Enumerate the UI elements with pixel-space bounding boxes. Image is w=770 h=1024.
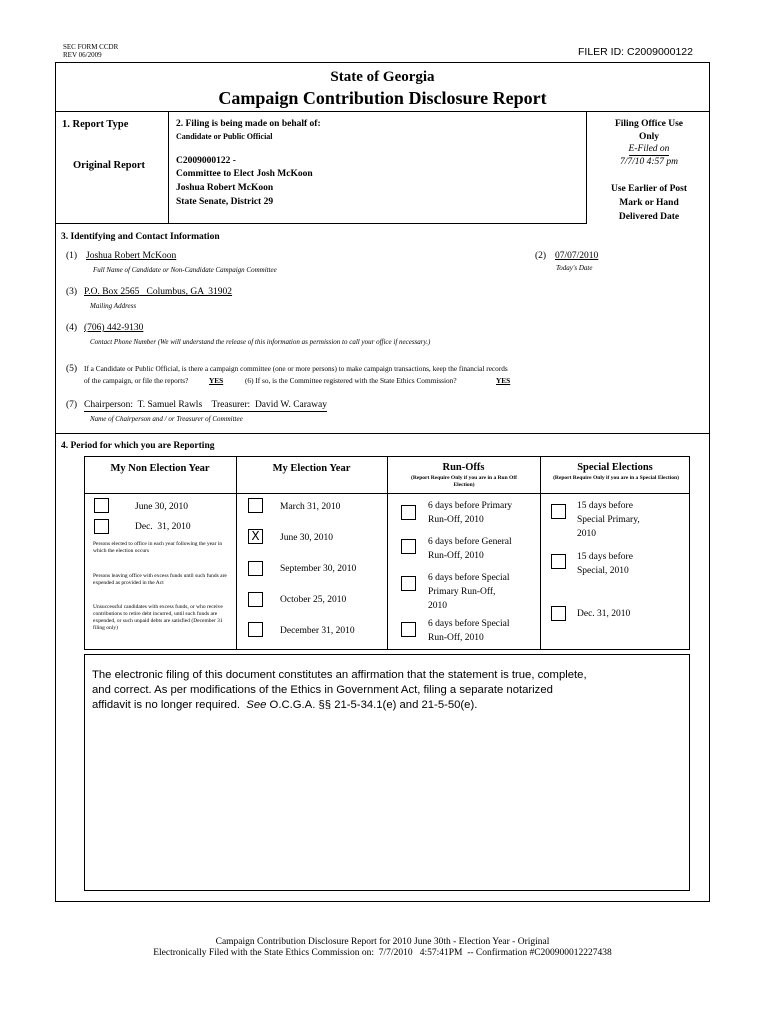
divider bbox=[55, 433, 710, 434]
election-june30-checkbox[interactable] bbox=[248, 529, 263, 544]
committee-name: Committee to Elect Josh McKoon bbox=[176, 169, 313, 179]
efiled-label: E-Filed on bbox=[628, 144, 670, 154]
affirmation-line-3: affidavit is no longer required. See O.C.G.A. §§ 21-5-34.1(e) and 21-5-50(e). bbox=[92, 699, 478, 711]
col-runoffs-note: (Report Require Only if you are in a Run Off Election) bbox=[411, 475, 517, 488]
runoff-special-label-1: 6 days before Special bbox=[428, 619, 510, 629]
phone-number-label: (4) bbox=[66, 323, 78, 333]
runoff-special-primary-label-3: 2010 bbox=[428, 601, 447, 611]
name-caption: Full Name of Candidate or Non-Candidate Campaign Committee bbox=[93, 266, 277, 274]
runoff-general-checkbox[interactable] bbox=[401, 539, 416, 554]
special-dec31-label: Dec. 31, 2010 bbox=[577, 609, 631, 619]
runoff-special-primary-label-2: Primary Run-Off, bbox=[428, 587, 496, 597]
non-election-note-2: Persons leaving office with excess funds until such funds are expended as provided in the Act bbox=[93, 573, 227, 586]
non-election-dec31-checkbox[interactable] bbox=[94, 519, 109, 534]
divider bbox=[55, 111, 710, 112]
divider bbox=[387, 456, 388, 650]
special-dec31-checkbox[interactable] bbox=[551, 606, 566, 621]
runoff-primary-checkbox[interactable] bbox=[401, 505, 416, 520]
candidate-name: Joshua Robert McKoon bbox=[176, 183, 274, 193]
special-election-label-1: 15 days before bbox=[577, 552, 633, 562]
election-june30-label: June 30, 2010 bbox=[280, 533, 334, 543]
divider bbox=[55, 223, 587, 224]
election-dec31-checkbox[interactable] bbox=[248, 622, 263, 637]
form-revision: REV 06/2009 bbox=[63, 51, 102, 59]
contact-phone: (706) 442-9130 bbox=[84, 323, 144, 333]
footer-report-line: Campaign Contribution Disclosure Report for 2010 June 30th - Election Year - Original bbox=[215, 937, 550, 947]
runoff-primary-label-2: Run-Off, 2010 bbox=[428, 515, 484, 525]
election-mar31-checkbox[interactable] bbox=[248, 498, 263, 513]
todays-date: 07/07/2010 bbox=[555, 251, 599, 261]
election-sep30-checkbox[interactable] bbox=[248, 561, 263, 576]
q7-number: (7) bbox=[66, 400, 78, 410]
office-name: State Senate, District 29 bbox=[176, 197, 274, 207]
runoff-special-label-2: Run-Off, 2010 bbox=[428, 633, 484, 643]
runoff-general-label-2: Run-Off, 2010 bbox=[428, 551, 484, 561]
chairperson-line bbox=[84, 399, 327, 412]
address-number: (3) bbox=[66, 287, 78, 297]
page-title: Campaign Contribution Disclosure Report bbox=[218, 88, 547, 108]
election-oct25-checkbox[interactable] bbox=[248, 592, 263, 607]
special-primary-label-1: 15 days before bbox=[577, 501, 633, 511]
affirmation-line-2: and correct. As per modifications of the Ethics in Government Act, filing a separate notarized bbox=[92, 684, 553, 696]
election-sep30-label: September 30, 2010 bbox=[280, 564, 357, 574]
filing-behalf-sublabel: Candidate or Public Official bbox=[176, 132, 273, 141]
treasurer-name: David W. Caraway bbox=[254, 400, 327, 410]
phone-caption: Contact Phone Number (We will understand the release of this information as permission to call your office if necessary.) bbox=[90, 338, 431, 346]
divider bbox=[236, 456, 237, 650]
special-primary-label-3: 2010 bbox=[577, 529, 596, 539]
col-election-title: My Election Year bbox=[272, 463, 351, 474]
q6-answer: YES bbox=[496, 376, 511, 385]
divider bbox=[540, 456, 541, 650]
col-special-note: (Report Require Only if you are in a Special Election) bbox=[553, 475, 679, 481]
name-number: (1) bbox=[66, 251, 78, 261]
filing-behalf-label: 2. Filing is being made on behalf of: bbox=[176, 119, 321, 129]
col-runoffs-title: Run-Offs bbox=[442, 462, 485, 473]
q5-text-cont: of the campaign, or file the reports? bbox=[84, 376, 189, 385]
runoff-special-primary-label-1: 6 days before Special bbox=[428, 573, 510, 583]
divider bbox=[168, 111, 169, 223]
chair-caption: Name of Chairperson and / or Treasurer of Committee bbox=[90, 415, 243, 423]
filer-id: FILER ID: C2009000122 bbox=[578, 46, 693, 58]
mark-label: Mark or Hand bbox=[619, 198, 679, 208]
form-code: SEC FORM CCDR bbox=[63, 43, 119, 51]
treasurer-label: Treasurer: bbox=[211, 400, 251, 410]
date-number: (2) bbox=[535, 251, 547, 261]
footer-confirmation-line: Electronically Filed with the State Ethics Commission on: 7/7/2010 4:57:41PM -- Confirmation #C200900012227438 bbox=[153, 948, 612, 958]
filing-office-only: Only bbox=[638, 132, 660, 142]
section3-label: 3. Identifying and Contact Information bbox=[61, 232, 220, 242]
special-primary-checkbox[interactable] bbox=[551, 504, 566, 519]
affirmation-line-1: The electronic filing of this document constitutes an affirmation that the statement is true, complete, bbox=[92, 669, 587, 681]
divider bbox=[586, 111, 587, 223]
non-election-note-1: Persons elected to office in each year following the year in which the election occurs bbox=[93, 541, 223, 554]
delivered-label: Delivered Date bbox=[618, 212, 680, 222]
special-election-checkbox[interactable] bbox=[551, 554, 566, 569]
election-dec31-label: December 31, 2010 bbox=[280, 626, 355, 636]
runoff-special-primary-checkbox[interactable] bbox=[401, 576, 416, 591]
report-type-label: 1. Report Type bbox=[62, 119, 129, 130]
special-election-label-2: Special, 2010 bbox=[577, 566, 629, 576]
chairperson-name: T. Samuel Rawls bbox=[137, 400, 203, 410]
non-election-june30-checkbox[interactable] bbox=[94, 498, 109, 513]
address-caption: Mailing Address bbox=[90, 302, 137, 310]
divider bbox=[84, 493, 690, 494]
election-mar31-label: March 31, 2010 bbox=[280, 502, 341, 512]
runoff-primary-label-1: 6 days before Primary bbox=[428, 501, 513, 511]
filing-office-title: Filing Office Use bbox=[614, 119, 684, 129]
report-type-value: Original Report bbox=[73, 160, 146, 171]
q5-number: (5) bbox=[66, 364, 78, 374]
q5-answer: YES bbox=[209, 376, 224, 385]
non-election-dec31-label: Dec. 31, 2010 bbox=[135, 522, 191, 532]
check-x-icon: X bbox=[251, 529, 260, 543]
mailing-address: P.O. Box 2565 Columbus, GA 31902 bbox=[84, 287, 233, 297]
filer-id-value: C2009000122 - bbox=[176, 156, 236, 166]
special-primary-label-2: Special Primary, bbox=[577, 515, 640, 525]
runoff-general-label-1: 6 days before General bbox=[428, 537, 512, 547]
election-oct25-label: October 25, 2010 bbox=[280, 595, 347, 605]
chairperson-label: Chairperson: bbox=[84, 400, 134, 410]
runoff-special-checkbox[interactable] bbox=[401, 622, 416, 637]
section4-label: 4. Period for which you are Reporting bbox=[61, 441, 215, 451]
candidate-full-name: Joshua Robert McKoon bbox=[86, 251, 177, 261]
col-non-election-title: My Non Election Year bbox=[110, 463, 210, 474]
non-election-june30-label: June 30, 2010 bbox=[135, 502, 189, 512]
date-caption: Today's Date bbox=[556, 264, 593, 272]
state-heading: State of Georgia bbox=[330, 69, 435, 85]
use-earlier-label: Use Earlier of Post bbox=[610, 184, 688, 194]
q5-text: If a Candidate or Public Official, is there a campaign committee (one or more persons) to make campaign transactions, keep the financial records bbox=[84, 364, 508, 373]
col-special-title: Special Elections bbox=[577, 462, 653, 473]
q6-text: (6) If so, is the Committee registered with the State Ethics Commission? bbox=[245, 376, 457, 385]
non-election-note-3: Unsuccessful candidates with excess funds, or who receive contributions to retire debt incurred, until such funds are expended, or such unpaid debts are satisfied (December 31 filing only) bbox=[93, 604, 223, 631]
efiled-date: 7/7/10 4:57 pm bbox=[619, 157, 679, 167]
